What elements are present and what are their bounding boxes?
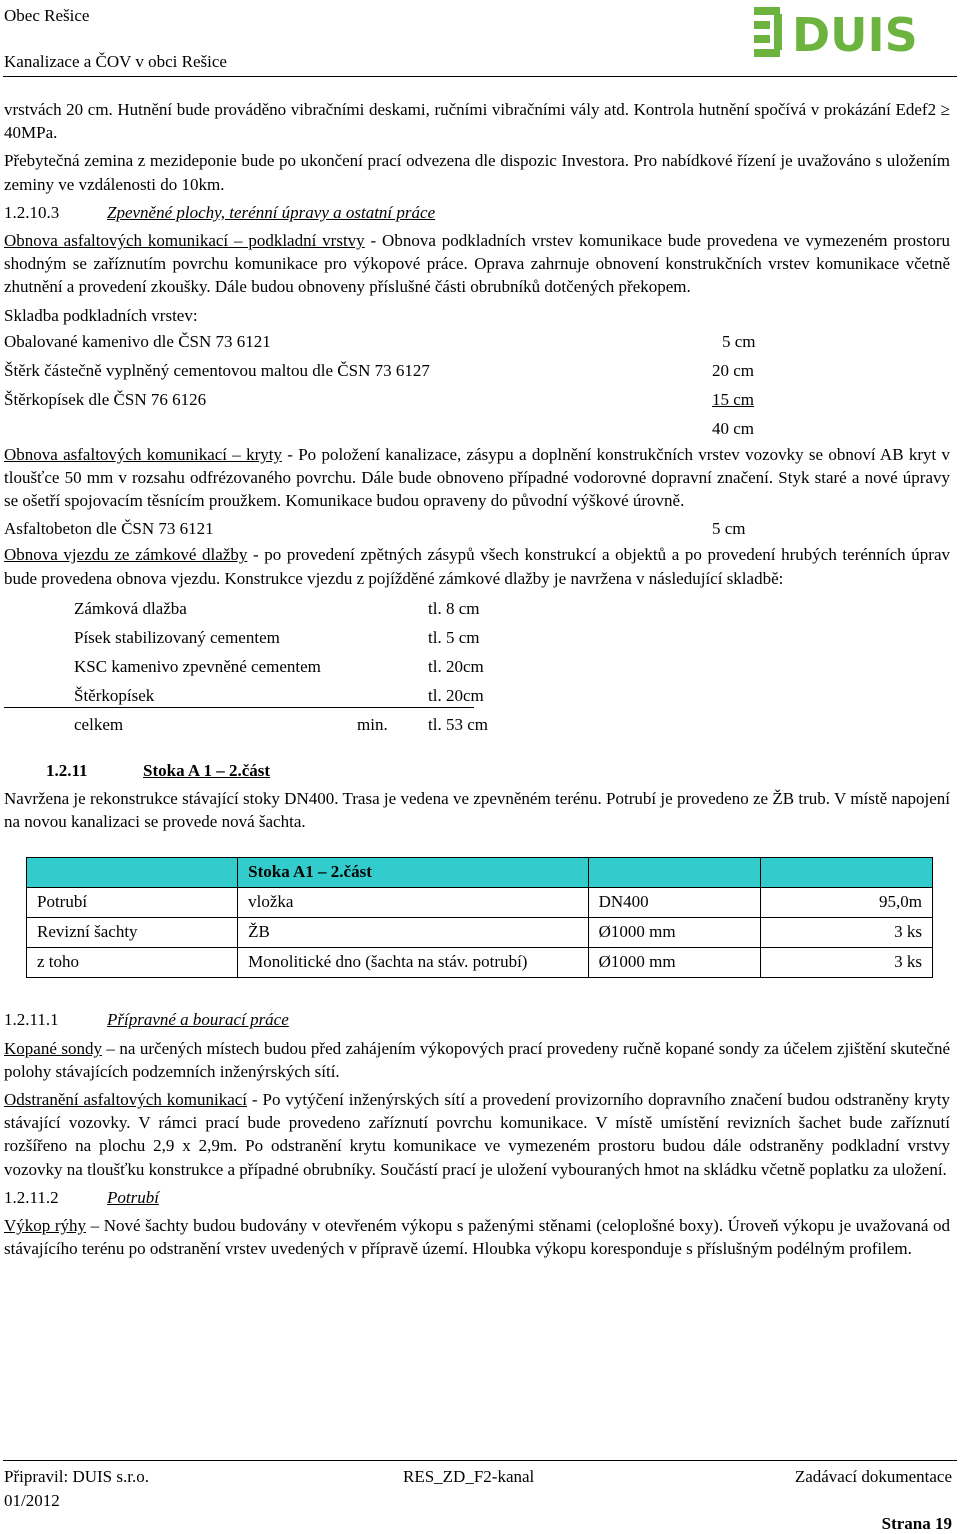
table-row: z toho Monolitické dno (šachta na stáv. potrubí) Ø1000 mm 3 ks: [27, 948, 933, 978]
paragraph-surplus-soil: Přebytečná zemina z mezideponie bude po ukončení prací odvezena dle dispozic Investora. Pro nabídkové řízení je uvažováno s uložením zeminy ve vzdálenosti do 10km.: [4, 151, 950, 194]
paragraph-asphalt-removal: [4, 1088, 950, 1181]
asphalt-value: 5 cm: [712, 519, 746, 539]
text-probes: – na určených místech budou před zahájením výkopových prací provedeny ručně kopané sondy za účelem zjištění skutečné polohy stávajících podzemních inženýrských sítí.: [4, 1038, 950, 1081]
text-asphalt-cover: - Po položení kanalizace, zásypu a doplnění konstrukčních vrstev vozovky se obnoví AB kryt v tloušťce 50 mm v rozsahu odfrézovaného povrchu. Dále bude obnoveno případné vodorovné dopravní značení. Styk staré a nové úpravy se ošetří spojovacím těsnícím proužkem. Komunikace budou opraveny do původní výškové úrovně.: [4, 444, 951, 511]
paving-value: tl. 20cm: [428, 656, 484, 676]
footer-prepared: Připravil: DUIS s.r.o.: [4, 1467, 149, 1486]
section-number: 1.2.11.2: [4, 1187, 59, 1207]
layers-total-row: [4, 414, 950, 443]
layer-row: [4, 327, 950, 356]
paving-total-min: min.: [357, 714, 388, 734]
term-asphalt-cover: Obnova asfaltových komunikací – kryty: [4, 444, 282, 464]
layers-title: Skladba podkladních vrstev:: [4, 305, 198, 325]
paving-name: Zámková dlažba: [74, 598, 187, 618]
section-title: Přípravné a bourací práce: [107, 1010, 289, 1030]
footer-date: 01/2012: [4, 1491, 60, 1510]
paragraph-driveway: [4, 543, 950, 589]
page-number: Strana 19: [881, 1514, 952, 1533]
footer-doc-code: RES_ZD_F2-kanal: [403, 1467, 535, 1486]
layer-value: 20 cm: [712, 360, 755, 380]
section-heading-1-2-11-2: [4, 1186, 950, 1209]
svg-text:DUIS: DUIS: [792, 8, 918, 60]
text-trench: – Nové šachty budou budovány v otevřeném výkopu s paženými stěnami (celoplošné boxy). Úroveň výkopu je uvažovaná od stávajícího terénu po odstranění vrstev uvedených v přípravě území. Hloubka výkopu koresponduje s příslušným podélným profilem.: [4, 1216, 950, 1259]
paragraph-reconstruction: Navržena je rekonstrukce stávající stoky DN400. Trasa je vedena ve zpevněném terénu. Potrubí je provedeno ze ŽB trub. V místě napojení na novou kanalizaci se provede nová šachta.: [4, 789, 950, 832]
section-title: Zpevněné plochy, terénní úpravy a ostatní práce: [107, 202, 436, 222]
paragraph-probes: [4, 1037, 950, 1083]
table-header-row: [27, 858, 933, 888]
text-asphalt-removal: - Po vytýčení inženýrských sítí a provedení provizorního dopravního značení budou odstraněny kryty stávající vozovky. V rámci prací bude provedeno zaříznutí povrchu komunikace. V místě umístění revizních šachet bude zaříznutí rozšířeno na plochu 2,9 x 2,9m. Po odstranění krytu komunikace ve vymezeném prostoru budou dále odstraněny podkladní vrstvy vozovky na tloušťku konstrukce a případné obrubníky. Součástí prací je uložení vybouraných hmot na skládku včetně poplatku za uložení.: [4, 1090, 951, 1179]
paving-row: [74, 623, 950, 652]
asphalt-name: Asfaltobeton dle ČSN 73 6121: [4, 519, 214, 539]
layer-value: 5 cm: [722, 331, 756, 351]
layer-value: 15 cm: [712, 389, 755, 409]
sewer-summary-table: [26, 857, 933, 978]
paving-total-row: [74, 710, 950, 739]
section-heading-1-2-10-3: [4, 201, 950, 224]
table-header: Stoka A1 – 2.část: [238, 858, 589, 888]
text-driveway: - po provedení zpětných zásypů všech konstrukcí a objektů a po provedení hrubých terénních úprav bude provedena obnova vjezdu. Konstrukce vjezdu z pojížděné zámkové dlažby je navržena v následující skladbě:: [4, 545, 950, 588]
paving-name: Štěrkopísek: [74, 685, 155, 705]
section-title: Stoka A 1 – 2.část: [143, 760, 271, 780]
table-row: Revizní šachty ŽB Ø1000 mm 3 ks: [27, 918, 933, 948]
section-number: 1.2.11.1: [4, 1010, 59, 1030]
layer-name: Štěrk částečně vyplněný cementovou maltou dle ČSN 73 6127: [4, 360, 430, 380]
header-rule: [3, 76, 957, 77]
sum-rule: [4, 707, 474, 708]
term-asphalt-removal: Odstranění asfaltových komunikací: [4, 1090, 248, 1110]
text-base-layers: - Obnova podkladních vrstev komunikace bude provedena ve vymezeném prostoru shodným se zaříznutím povrchu komunikace pro výkopové práce. Oprava zahrnuje obnovení konstrukčních vrstev komunikace včetně zhutnění a provedení zkoušky. Dále budou obnoveny příslušné části obrubníků dotčených překopem.: [4, 231, 951, 297]
section-number: 1.2.10.3: [4, 202, 60, 222]
paving-value: tl. 8 cm: [428, 598, 480, 618]
page-header: [0, 0, 960, 78]
paving-value: tl. 5 cm: [428, 627, 480, 647]
paving-value: tl. 20cm: [428, 685, 484, 705]
paving-total-label: celkem: [74, 714, 124, 734]
term-probes: Kopané sondy: [4, 1038, 102, 1058]
asphalt-row: [4, 514, 950, 543]
footer-doc-type: Zadávací dokumentace: [794, 1467, 952, 1486]
duis-logo: [752, 4, 952, 60]
layer-row: [4, 385, 950, 414]
table-row: Potrubí vložka DN400 95,0m: [27, 888, 933, 918]
paving-row: [74, 681, 950, 710]
paragraph-base-layers: [4, 229, 950, 299]
paving-layers: [74, 594, 950, 739]
term-driveway: Obnova vjezdu ze zámkové dlažby: [4, 545, 248, 565]
layers-total: 40 cm: [712, 418, 755, 438]
document-body: [4, 98, 950, 1260]
header-municipality: Obec Rešice: [4, 6, 90, 25]
layers-list: [4, 327, 950, 443]
layer-row: [4, 356, 950, 385]
paving-row: [74, 594, 950, 623]
paving-name: Písek stabilizovaný cementem: [74, 627, 280, 647]
layer-name: Štěrkopísek dle ČSN 76 6126: [4, 389, 207, 409]
layer-name: Obalované kamenivo dle ČSN 73 6121: [4, 331, 271, 351]
section-heading-1-2-11-1: [4, 1008, 950, 1031]
paragraph-trench: [4, 1214, 950, 1260]
section-title: Potrubí: [107, 1187, 159, 1207]
paving-row: [74, 652, 950, 681]
paragraph-asphalt-cover: [4, 443, 950, 513]
paving-name: KSC kamenivo zpevněné cementem: [74, 656, 321, 676]
header-project: Kanalizace a ČOV v obci Rešice: [4, 52, 227, 71]
section-number: 1.2.11: [46, 760, 88, 780]
paving-total-value: tl. 53 cm: [428, 714, 488, 734]
term-trench: Výkop rýhy: [4, 1216, 87, 1236]
term-base-layers: Obnova asfaltových komunikací – podkladní vrstvy: [4, 231, 365, 251]
footer-rule: [3, 1460, 957, 1461]
paragraph-compaction: vrstvách 20 cm. Hutnění bude prováděno vibračními deskami, ručními vibračními vály atd. Kontrola hutnění spočívá v prokázání Edef2 ≥ 40MPa.: [4, 100, 950, 143]
section-heading-1-2-11: [4, 759, 950, 782]
